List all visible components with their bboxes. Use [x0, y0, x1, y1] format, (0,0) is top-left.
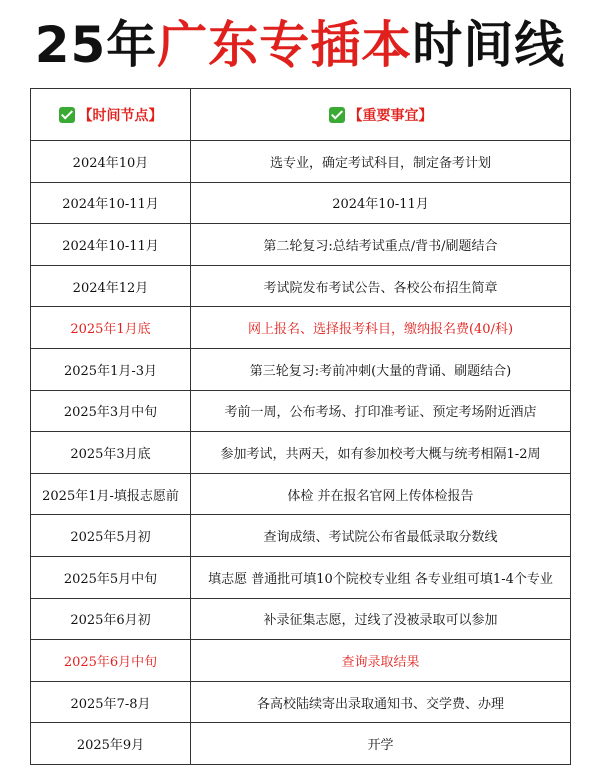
timeline-table [30, 88, 571, 765]
table-row [31, 432, 571, 474]
title-suffix: 时间线 [412, 16, 566, 74]
row-time: 2025年9月 [31, 723, 191, 765]
header-matters-label: 【重要事宜】 [348, 107, 433, 124]
row-event: 考试院发布考试公告、各校公布招生简章 [191, 265, 571, 307]
row-event: 填志愿 普通批可填10个院校专业组 各专业组可填1-4个专业 [191, 556, 571, 598]
table-row [31, 224, 571, 266]
row-event: 选专业，确定考试科目，制定备考计划 [191, 141, 571, 183]
table-header-row [31, 89, 571, 141]
row-time: 2025年1月底 [31, 307, 191, 349]
check-mark-icon [329, 107, 345, 123]
row-time: 2025年3月中旬 [31, 390, 191, 432]
row-time: 2024年10-11月 [31, 224, 191, 266]
title-highlight: 广东专插本 [157, 16, 413, 74]
row-time: 2025年7-8月 [31, 681, 191, 723]
table-row [31, 265, 571, 307]
table-row [31, 723, 571, 765]
row-time: 2025年6月初 [31, 598, 191, 640]
header-time-node [31, 89, 191, 141]
row-time: 2025年5月初 [31, 515, 191, 557]
table-row [31, 598, 571, 640]
header-important-matters [191, 89, 571, 141]
row-event: 第三轮复习:考前冲刺(大量的背诵、刷题结合) [191, 348, 571, 390]
table-row [31, 348, 571, 390]
table-row [31, 556, 571, 598]
row-time: 2025年5月中旬 [31, 556, 191, 598]
row-event: 补录征集志愿，过线了没被录取可以参加 [191, 598, 571, 640]
table-row [31, 182, 571, 224]
row-event: 参加考试，共两天，如有参加校考大概与统考相隔1-2周 [191, 432, 571, 474]
table-row [31, 141, 571, 183]
table-row [31, 473, 571, 515]
title-year: 25年 [34, 16, 158, 74]
row-event: 考前一周，公布考场、打印准考证、预定考场附近酒店 [191, 390, 571, 432]
row-time: 2024年10月 [31, 141, 191, 183]
row-event: 2024年10-11月 [191, 182, 571, 224]
header-time-label: 【时间节点】 [78, 107, 163, 124]
page-title [0, 8, 600, 82]
row-event: 各高校陆续寄出录取通知书、交学费、办理 [191, 681, 571, 723]
table-row-highlight [31, 307, 571, 349]
row-time: 2024年12月 [31, 265, 191, 307]
row-event: 开学 [191, 723, 571, 765]
table-row [31, 390, 571, 432]
row-event: 查询成绩、考试院公布省最低录取分数线 [191, 515, 571, 557]
row-time: 2025年1月-填报志愿前 [31, 473, 191, 515]
row-event: 网上报名、选择报考科目，缴纳报名费(40/科) [191, 307, 571, 349]
table-row-highlight [31, 640, 571, 682]
table-row [31, 681, 571, 723]
row-time: 2025年1月-3月 [31, 348, 191, 390]
row-time: 2024年10-11月 [31, 182, 191, 224]
row-event: 体检 并在报名官网上传体检报告 [191, 473, 571, 515]
table-row [31, 515, 571, 557]
row-event: 第二轮复习:总结考试重点/背书/刷题结合 [191, 224, 571, 266]
row-time: 2025年6月中旬 [31, 640, 191, 682]
check-mark-icon [59, 107, 75, 123]
row-event: 查询录取结果 [191, 640, 571, 682]
row-time: 2025年3月底 [31, 432, 191, 474]
